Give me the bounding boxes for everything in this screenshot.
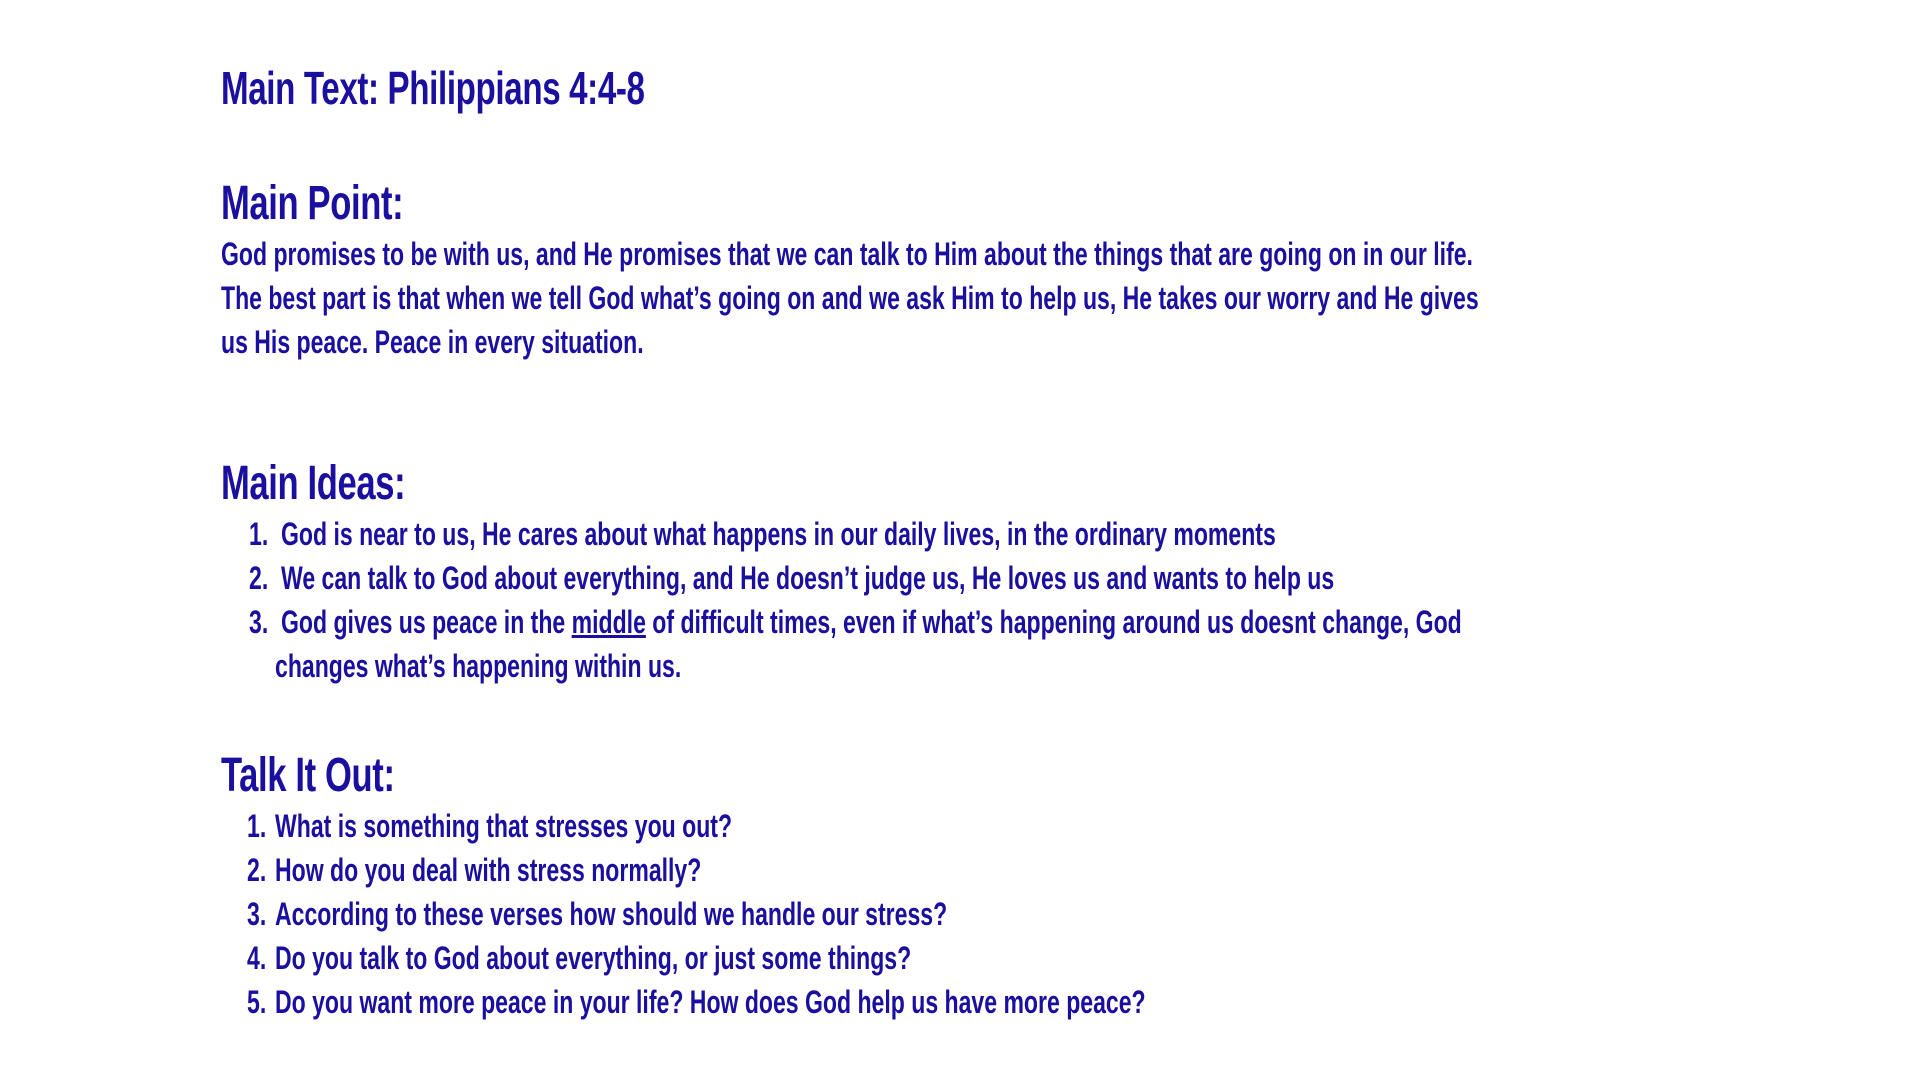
list-number-text: 2. — [249, 560, 269, 596]
list-number-text: 4. — [247, 940, 267, 976]
main-point-line-text: The best part is that when we tell God what’s going on and we ask Him to help us, He takes our worry and He gives — [221, 280, 1479, 316]
talk-it-out-heading-text: Talk It Out: — [221, 749, 395, 802]
question-text: Do you talk to God about everything, or just some things? — [275, 940, 912, 976]
main-idea-text: We can talk to God about everything, and He doesn’t judge us, He loves us and wants to help us — [281, 560, 1335, 596]
main-ideas-list — [221, 512, 1721, 688]
main-point-line — [221, 232, 1721, 276]
list-number-text: 3. — [247, 896, 267, 932]
main-point-heading-text: Main Point: — [221, 177, 404, 230]
talk-it-out-heading — [221, 748, 462, 804]
question-item — [221, 804, 1721, 848]
main-idea-text — [281, 600, 1462, 644]
question-text: What is something that stresses you out? — [275, 808, 733, 844]
list-number-text: 5. — [247, 984, 267, 1020]
list-number-text: 1. — [247, 808, 267, 844]
list-number-text: 1. — [249, 516, 269, 552]
question-item — [221, 980, 1721, 1024]
main-idea-text-part: God gives us peace in the — [281, 604, 572, 640]
main-idea-text-part: of difficult times, even if what’s happening around us doesnt change, God — [645, 604, 1462, 640]
question-item — [221, 936, 1721, 980]
list-number-text: 3. — [249, 604, 269, 640]
main-point-line — [221, 276, 1721, 320]
list-number — [249, 512, 276, 556]
main-point-body — [221, 232, 1721, 364]
main-ideas-heading-text: Main Ideas: — [221, 457, 406, 510]
page-title-text: Main Text: Philippians 4:4-8 — [221, 62, 645, 114]
list-number — [247, 936, 274, 980]
list-number — [249, 600, 276, 644]
main-point-heading — [221, 176, 474, 232]
main-idea-continuation — [275, 644, 1721, 688]
main-ideas-heading — [221, 456, 477, 512]
list-number — [247, 980, 274, 1024]
question-item — [221, 892, 1721, 936]
page-title — [221, 60, 809, 116]
list-number — [249, 556, 276, 600]
underlined-word: middle — [571, 604, 646, 640]
question-text: According to these verses how should we handle our stress? — [275, 896, 948, 932]
main-point-line — [221, 320, 1721, 364]
main-point-line-text: us His peace. Peace in every situation. — [221, 324, 644, 360]
main-idea-item — [221, 556, 1721, 600]
main-idea-text: God is near to us, He cares about what happens in our daily lives, in the ordinary moments — [281, 516, 1276, 552]
question-text: How do you deal with stress normally? — [275, 852, 702, 888]
list-number — [247, 848, 274, 892]
list-number-text: 2. — [247, 852, 267, 888]
question-item — [221, 848, 1721, 892]
main-idea-continuation-text: changes what’s happening within us. — [275, 648, 682, 684]
main-idea-item — [221, 600, 1721, 688]
list-number — [247, 892, 274, 936]
main-point-line-text: God promises to be with us, and He promises that we can talk to Him about the things that are going on in our life. — [221, 236, 1473, 272]
main-idea-item — [221, 512, 1721, 556]
talk-it-out-list — [221, 804, 1721, 1024]
question-text: Do you want more peace in your life? How does God help us have more peace? — [275, 984, 1146, 1020]
list-number — [247, 804, 274, 848]
